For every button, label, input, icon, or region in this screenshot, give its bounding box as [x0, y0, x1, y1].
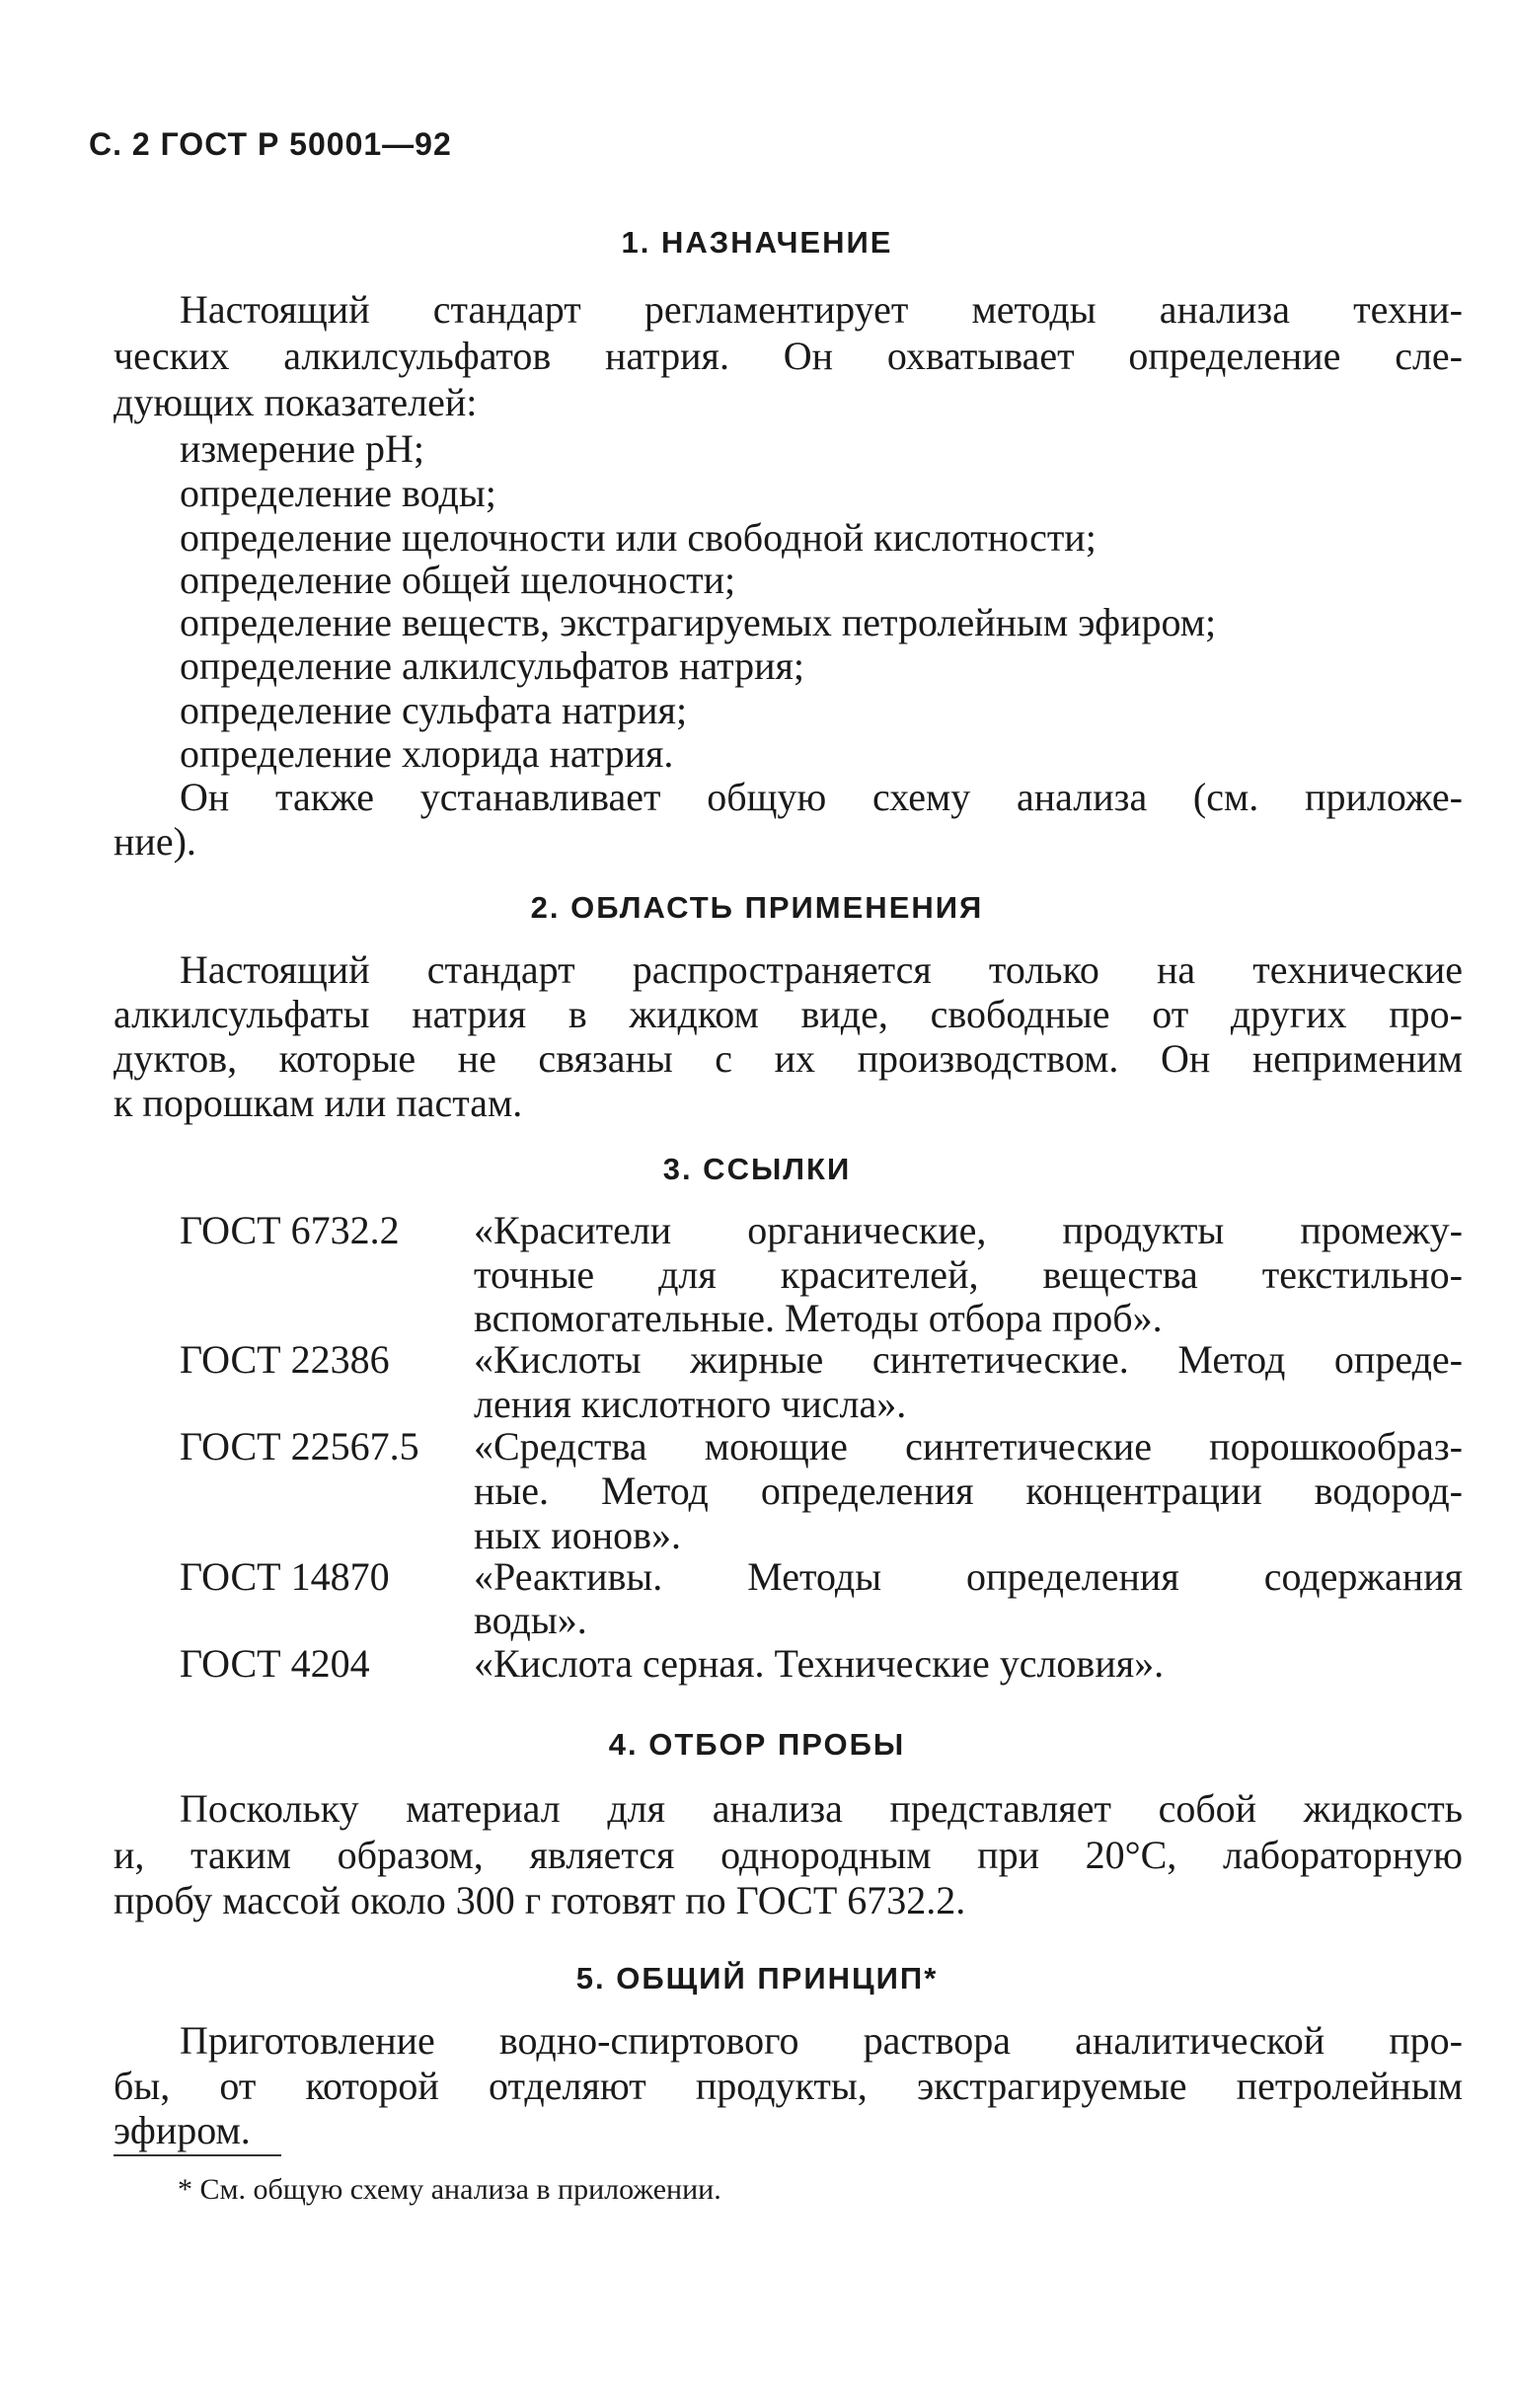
reference-code: ГОСТ 22567.5 — [180, 1424, 419, 1468]
section-5-line: Приготовление водно-спиртового раствора аналитической про- — [180, 2018, 1463, 2063]
section-5-line: бы, от которой отделяют продукты, экстрагируемые петролейным — [114, 2064, 1463, 2108]
section-4-line: и, таким образом, является однородным при 20°С, лабораторную — [114, 1833, 1463, 1877]
reference-title-line: ления кислотного числа». — [474, 1382, 907, 1426]
reference-title-line: «Реактивы. Методы определения содержания — [474, 1554, 1463, 1599]
reference-title-line: «Красители органические, продукты промежу- — [474, 1208, 1463, 1252]
reference-title-line: ные. Метод определения концентрации водород- — [474, 1468, 1463, 1513]
section-5-heading: 5. ОБЩИЙ ПРИНЦИП* — [575, 1961, 939, 1995]
section-2-line: к порошкам или пастам. — [114, 1081, 523, 1125]
section-1-line: ние). — [114, 819, 196, 864]
footnote: * См. общую схему анализа в приложении. — [178, 2173, 721, 2206]
section-4-line: Поскольку материал для анализа представляет собой жидкость — [180, 1786, 1463, 1831]
section-2-line: дуктов, которые не связаны с их производством. Он неприменим — [114, 1036, 1463, 1081]
section-1-line: Он также устанавливает общую схему анализа (см. приложе- — [180, 775, 1463, 819]
section-1-line: дующих показателей: — [114, 380, 478, 424]
section-1-list-item: определение щелочности или свободной кислотности; — [180, 515, 1097, 560]
section-2-line: Настоящий стандарт распространяется только на технические — [180, 947, 1463, 992]
section-1-heading: 1. НАЗНАЧЕНИЕ — [621, 225, 893, 260]
reference-title-line: «Кислоты жирные синтетические. Метод опреде- — [474, 1337, 1463, 1382]
section-1-list-item: определение сульфата натрия; — [180, 688, 688, 732]
reference-code: ГОСТ 22386 — [180, 1337, 390, 1382]
reference-title-line: вспомогательные. Методы отбора проб». — [474, 1296, 1163, 1340]
section-1-line: ческих алкилсульфатов натрия. Он охватывает определение сле- — [114, 334, 1463, 378]
section-3-heading: 3. ССЫЛКИ — [662, 1152, 852, 1186]
section-1-list-item: определение алкилсульфатов натрия; — [180, 643, 805, 688]
section-1-list-item: определение общей щелочности; — [180, 558, 736, 602]
footnote-rule — [114, 2154, 281, 2156]
section-2-heading: 2. ОБЛАСТЬ ПРИМЕНЕНИЯ — [530, 890, 984, 925]
section-1-list-item: определение воды; — [180, 471, 496, 515]
section-1-line: Настоящий стандарт регламентирует методы анализа техни- — [180, 287, 1463, 332]
reference-code: ГОСТ 6732.2 — [180, 1208, 400, 1252]
section-4-heading: 4. ОТБОР ПРОБЫ — [608, 1727, 906, 1762]
section-2-line: алкилсульфаты натрия в жидком виде, свободные от других про- — [114, 992, 1463, 1036]
reference-title-line: «Средства моющие синтетические порошкообраз- — [474, 1424, 1463, 1468]
reference-title-line: точные для красителей, вещества текстильно- — [474, 1252, 1463, 1297]
reference-code: ГОСТ 4204 — [180, 1641, 370, 1686]
reference-title-line: воды». — [474, 1598, 587, 1642]
reference-title-line: «Кислота серная. Технические условия». — [474, 1641, 1165, 1686]
section-1-list-item: измерение pH; — [180, 426, 425, 471]
section-1-list-item: определение хлорида натрия. — [180, 731, 674, 776]
page-header: С. 2 ГОСТ Р 50001—92 — [89, 126, 452, 162]
reference-title-line: ных ионов». — [474, 1513, 681, 1557]
reference-code: ГОСТ 14870 — [180, 1554, 390, 1599]
section-1-list-item: определение веществ, экстрагируемых петролейным эфиром; — [180, 600, 1217, 644]
section-5-line: эфиром. — [114, 2108, 251, 2152]
section-4-line: пробу массой около 300 г готовят по ГОСТ 6732.2. — [114, 1878, 966, 1922]
